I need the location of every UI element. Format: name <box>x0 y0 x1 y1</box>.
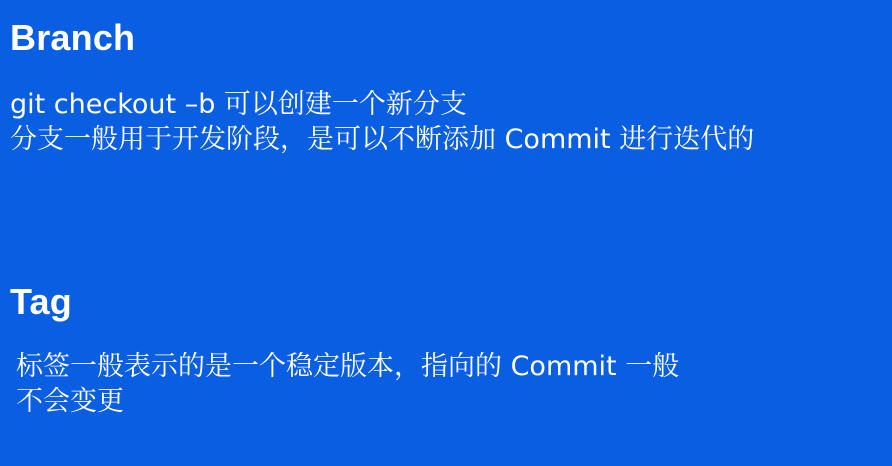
branch-section <box>10 16 880 157</box>
tag-description <box>10 349 880 419</box>
tag-line-1: 标签一般表示的是一个稳定版本，指向的 Commit 一般 <box>16 351 680 382</box>
tag-heading: Tag <box>10 281 72 322</box>
branch-description <box>10 87 880 157</box>
tag-section <box>10 280 880 419</box>
branch-heading: Branch <box>10 17 136 58</box>
branch-line-2: 分支一般用于开发阶段，是可以不断添加 Commit 进行迭代的 <box>10 124 755 155</box>
tag-line-2: 不会变更 <box>16 386 124 417</box>
branch-line-1: git checkout –b 可以创建一个新分支 <box>10 89 467 120</box>
